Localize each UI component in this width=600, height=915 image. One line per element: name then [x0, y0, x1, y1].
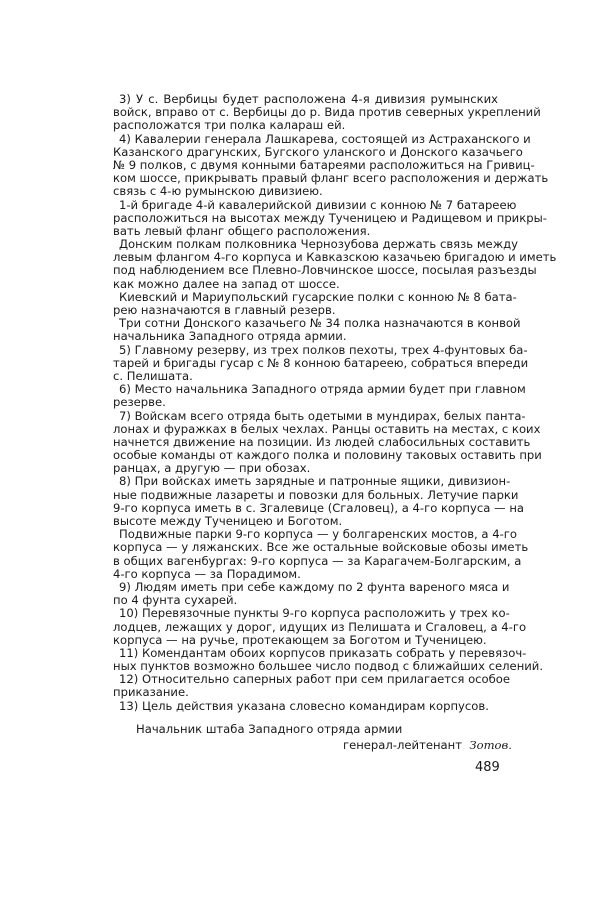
text-line: 9) Людям иметь при себе каждому по 2 фунта вареного мяса и — [119, 579, 510, 594]
text-line: по 4 фунта сухарей. — [113, 593, 238, 608]
signature-rank: генерал-лейтенант — [343, 738, 462, 752]
text-line: резерве. — [113, 395, 166, 410]
text-line: 3) У с. Вербицы будет расположена 4-я дивизия румынских — [119, 92, 498, 106]
text-line: ранцах, а другую — при обозах. — [113, 461, 311, 476]
paragraph — [113, 527, 529, 581]
text-line: особые команды от каждого полка и половину таковых оставить при — [113, 448, 542, 463]
text-line: под наблюдением все Плевно-Ловчинское шоссе, посылая разъезды — [113, 263, 537, 278]
text-line: 10) Перевязочные пункты 9-го корпуса расположить у трех ко- — [119, 606, 510, 621]
paragraph — [113, 382, 526, 410]
paragraph — [113, 408, 542, 476]
paragraph — [113, 131, 549, 199]
page-number: 489 — [475, 760, 500, 775]
text-line: Киевский и Мариупольский гусарские полки с конною № 8 бата- — [119, 289, 517, 304]
text-line: тарей и бригады гусар с № 8 конною батареею, собраться впереди — [113, 355, 529, 370]
text-line: корпуса — на ручье, протекающем за Боготом и Тученицею. — [113, 632, 487, 647]
text-line: 4-го корпуса — за Порадимом. — [113, 566, 301, 581]
text-line: 12) Относительно саперных работ при сем прилагается особое — [119, 672, 511, 687]
text-line: № 9 полков, с двумя конными батареями расположиться на Гривиц- — [113, 157, 535, 172]
text-line: 7) Войскам всего отряда быть одетыми в мундирах, белых панта- — [119, 408, 526, 423]
text-line: 9-го корпуса иметь в с. Згалевице (Сгаловец), а 4-го корпуса — на — [113, 500, 525, 515]
text-line: войск, вправо от с. Вербицы до р. Вида против северных укреплений — [113, 105, 541, 120]
paragraph — [113, 92, 541, 133]
text-line: 8) При войсках иметь зарядные и патронные ящики, дивизион- — [119, 474, 511, 489]
text-line: ком шоссе, прикрывать правый фланг всего расположения и держать — [113, 171, 549, 186]
paragraph — [113, 342, 529, 384]
text-line: Подвижные парки 9-го корпуса — у болгаренских мостов, а 4-го — [119, 527, 517, 542]
text-line: 5) Главному резерву, из трех полков пехоты, трех 4-фунтовых ба- — [119, 342, 528, 357]
text-line: высоте между Тученицею и Боготом. — [113, 514, 343, 528]
paragraph — [113, 579, 510, 608]
text-line: 11) Комендантам обоих корпусов приказать собрать у перевязоч- — [119, 645, 527, 660]
text-line: начальника Западного отряда армии. — [113, 329, 347, 344]
paragraph — [113, 197, 547, 239]
text-line: в общих вагенбургах: 9-го корпуса — за Карагачем-Болгарским, а — [113, 553, 522, 568]
paragraph — [113, 316, 521, 344]
text-line: вать левый фланг общего расположения. — [113, 223, 371, 238]
text-line: приказание. — [113, 685, 189, 700]
paragraph — [113, 645, 544, 674]
text-line: лодцев, лежащих у дорог, идущих из Пелишата и Сгаловец, а 4-го — [113, 619, 527, 634]
text-line: 6) Место начальника Западного отряда армии будет при главном — [119, 382, 526, 397]
text-line: как можно далее на запад от шоссе. — [113, 276, 340, 291]
text-line: связь с 4-ю румынскою дивизиею. — [113, 184, 323, 199]
text-line: с. Пелишата. — [113, 368, 193, 383]
text-line: ных пунктов возможно большее число подвод с ближайших селений. — [113, 659, 544, 674]
signature-name: Зотов. — [469, 738, 512, 752]
text-line: расположиться на высотах между Тученицею и Радищевом и прикры- — [113, 210, 547, 225]
signature-line — [343, 738, 512, 752]
signature-position: Начальник штаба Западного отряда армии — [136, 722, 403, 736]
text-line: рею назначаются в главный резерв. — [113, 303, 336, 317]
text-line: левым флангом 4-го корпуса и Кавказскою казачьею бригадою и иметь — [113, 250, 557, 265]
text-line: 13) Цель действия указана словесно командирам корпусов. — [119, 698, 489, 713]
text-line: 4) Кавалерии генерала Лашкарева, состоящей из Астраханского и — [119, 131, 531, 146]
text-line: Казанского драгунских, Бугского уланского и Донского казачьего — [113, 144, 523, 159]
text-line: расположатся три полка калараш ей. — [113, 118, 346, 133]
body-text — [113, 92, 557, 713]
text-line: Донским полкам полковника Чернозубова держать связь между — [119, 237, 519, 252]
paragraph — [113, 700, 498, 713]
paragraph — [113, 606, 527, 647]
text-line: корпуса — у ляжанских. Все же остальные войсковые обозы иметь — [113, 540, 529, 555]
text-line: начнется движение на позиции. Из людей слабосильных составить — [113, 434, 531, 449]
text-line: 1-й бригаде 4-й кавалерийской дивизии с конною № 7 батареею — [119, 197, 517, 212]
paragraph — [113, 474, 525, 528]
paragraph — [113, 672, 511, 700]
paragraph — [113, 237, 557, 291]
text-line: лонах и фуражках в белых чехлах. Ранцы оставить на местах, с коих — [113, 421, 541, 436]
paragraph — [113, 289, 517, 317]
text-line: Три сотни Донского казачьего № 34 полка назначаются в конвой — [119, 316, 521, 331]
text-line: ные подвижные лазареты и повозки для больных. Летучие парки — [113, 487, 519, 502]
